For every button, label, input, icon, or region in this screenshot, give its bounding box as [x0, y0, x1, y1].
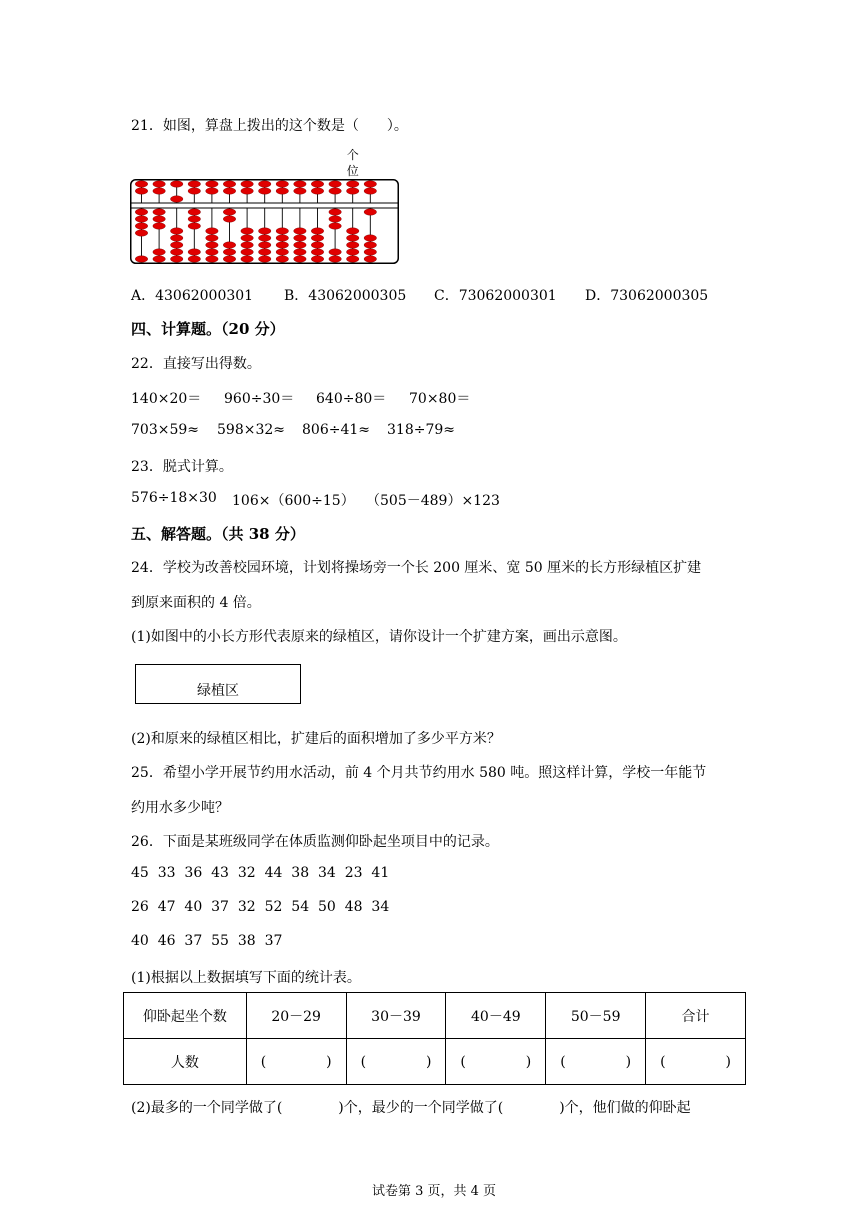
abacus-bead [241, 249, 254, 256]
abacus-bead [294, 188, 307, 195]
abacus-bead [153, 209, 166, 216]
abacus-bead [311, 235, 324, 242]
answer-blank-cell[interactable] [346, 1039, 446, 1085]
q21-option-d: D．73062000305 [585, 288, 709, 304]
abacus-bead [311, 249, 324, 256]
abacus-bead [329, 256, 342, 263]
q23-text: 23．脱式计算。 [131, 459, 233, 475]
abacus-bead [364, 209, 377, 216]
abacus-bead [346, 181, 359, 188]
paren-open: ( [460, 1053, 466, 1070]
calc-item: 70×80＝ [409, 391, 471, 407]
abacus-bead [329, 181, 342, 188]
abacus-bead [170, 235, 183, 242]
abacus-bead [364, 256, 377, 263]
paren-open: ( [260, 1053, 267, 1070]
abacus-bead [153, 256, 166, 263]
abacus-bead [206, 249, 219, 256]
abacus-bead [311, 181, 324, 188]
answer-blank-cell[interactable] [246, 1039, 346, 1085]
abacus-bead [276, 249, 289, 256]
abacus-bead [276, 181, 289, 188]
calc-item: 576÷18×30 [131, 490, 217, 506]
q24-line-2: 到原来面积的 4 倍。 [131, 595, 261, 611]
q26-data-row-1: 45 33 36 43 32 44 38 34 23 41 [131, 865, 390, 881]
abacus-bead [364, 181, 377, 188]
table-header-cell: 合计 [646, 993, 746, 1039]
abacus-bead [346, 228, 359, 235]
abacus-bead [135, 230, 148, 237]
q26-text: 26．下面是某班级同学在体质监测仰卧起坐项目中的记录。 [131, 834, 499, 850]
calc-item: 640÷80＝ [316, 391, 387, 407]
abacus-bead [170, 256, 183, 263]
abacus-bead [223, 242, 236, 249]
table-row [124, 1039, 746, 1085]
abacus-bead [276, 242, 289, 249]
calc-item: 598×32≈ [217, 422, 285, 438]
abacus-bead [170, 196, 183, 203]
abacus-bead [329, 216, 342, 223]
abacus-bead [170, 228, 183, 235]
abacus-bead [188, 209, 201, 216]
abacus-bead [276, 228, 289, 235]
abacus-bead [258, 235, 271, 242]
paren-open: ( [360, 1053, 367, 1070]
abacus-bead [258, 181, 271, 188]
abacus-bead [311, 228, 324, 235]
q25-line-1: 25．希望小学开展节约用水活动，前 4 个月共节约用水 580 吨。照这样计算，学校一年能节 [131, 765, 707, 781]
abacus-bead [206, 181, 219, 188]
paren-open: ( [660, 1053, 666, 1070]
paren-open: ( [560, 1053, 566, 1070]
abacus-bead [276, 235, 289, 242]
q26-data-row-2: 26 47 40 37 32 52 54 50 48 34 [131, 899, 390, 915]
abacus-bead [188, 181, 201, 188]
abacus-bead [346, 242, 359, 249]
abacus-bead [223, 181, 236, 188]
abacus-bead [135, 256, 148, 263]
abacus-bead [188, 216, 201, 223]
q21-option-c: C．73062000301 [434, 288, 557, 304]
abacus-bead [329, 209, 342, 216]
table-header-cell: 40－49 [446, 993, 546, 1039]
calc-item: （505－489）×123 [366, 493, 500, 509]
abacus-bead [206, 256, 219, 263]
abacus-bead [276, 256, 289, 263]
statistics-table [123, 992, 746, 1085]
abacus-bead [188, 256, 201, 263]
abacus-bead [153, 216, 166, 223]
abacus-bead [294, 249, 307, 256]
calc-item: 806÷41≈ [302, 422, 370, 438]
section-5-title: 五、解答题。（共 38 分） [131, 525, 305, 543]
abacus-bead [153, 249, 166, 256]
abacus-bead [223, 209, 236, 216]
abacus-bead [206, 188, 219, 195]
abacus-bead [135, 181, 148, 188]
abacus-bead [294, 256, 307, 263]
abacus-bead [188, 249, 201, 256]
abacus-bead [276, 188, 289, 195]
calc-item: 140×20＝ [131, 391, 202, 407]
abacus-bead [188, 188, 201, 195]
paren-close: ) [725, 1053, 731, 1070]
calc-item: 318÷79≈ [387, 422, 455, 438]
q26-part-1: (1)根据以上数据填写下面的统计表。 [131, 970, 361, 986]
abacus-bead [311, 242, 324, 249]
abacus-bead [258, 228, 271, 235]
page-footer: 试卷第 3 页，共 4 页 [371, 1184, 497, 1199]
abacus-bead [258, 188, 271, 195]
abacus-bead [346, 188, 359, 195]
answer-blank-cell[interactable] [646, 1039, 746, 1085]
place-marker-char: 位 [346, 164, 359, 178]
abacus-bead [329, 249, 342, 256]
calc-item: 106×（600÷15） [232, 493, 355, 509]
abacus-bead [206, 235, 219, 242]
abacus-bead [294, 181, 307, 188]
abacus-bead [311, 188, 324, 195]
abacus-bead [206, 242, 219, 249]
abacus-bead [188, 223, 201, 230]
abacus-bead [241, 181, 254, 188]
abacus-bead [241, 242, 254, 249]
q26-data-row-3: 40 46 37 55 38 37 [131, 933, 283, 949]
abacus-bead [153, 181, 166, 188]
paren-close: ) [326, 1053, 332, 1070]
abacus-bead [329, 188, 342, 195]
table-header-cell: 20－29 [246, 993, 346, 1039]
abacus-bead [311, 256, 324, 263]
place-marker-char: 个 [346, 148, 359, 162]
abacus-bead [223, 188, 236, 195]
abacus-bead [346, 256, 359, 263]
abacus-bead [223, 249, 236, 256]
abacus-bead [329, 223, 342, 230]
abacus-beam [131, 203, 398, 208]
table-header-row [124, 993, 746, 1039]
abacus-bead [294, 235, 307, 242]
green-area-label: 绿植区 [197, 683, 239, 699]
abacus-bead [241, 228, 254, 235]
abacus-bead [346, 249, 359, 256]
abacus-bead [241, 188, 254, 195]
abacus-bead [364, 188, 377, 195]
abacus-bead [258, 249, 271, 256]
abacus-bead [135, 209, 148, 216]
q24-line-1: 24．学校为改善校园环境，计划将操场旁一个长 200 厘米、宽 50 厘米的长方形绿植区扩建 [131, 560, 702, 576]
abacus-bead [258, 242, 271, 249]
abacus-bead [223, 256, 236, 263]
abacus-bead [294, 228, 307, 235]
abacus-figure [130, 148, 400, 266]
q22-text: 22．直接写出得数。 [131, 356, 261, 372]
table-row-label: 人数 [124, 1039, 247, 1085]
calc-item: 703×59≈ [131, 422, 199, 438]
abacus-bead [153, 188, 166, 195]
abacus-bead [135, 188, 148, 195]
answer-blank-cell[interactable] [546, 1039, 646, 1085]
abacus-bead [364, 235, 377, 242]
abacus-bead [170, 181, 183, 188]
q26-part-2: (2)最多的一个同学做了( )个，最少的一个同学做了( )个，他们做的仰卧起 [131, 1100, 691, 1116]
q21-option-a: A．43062000301 [131, 288, 254, 304]
abacus-bead [153, 223, 166, 230]
abacus-bead [241, 235, 254, 242]
calc-item: 960÷30＝ [224, 391, 295, 407]
q21-text: 21．如图，算盘上拨出的这个数是（ ）。 [131, 118, 408, 134]
abacus-bead [346, 235, 359, 242]
table-header-cell: 30－39 [346, 993, 446, 1039]
q21-option-b: B．43062000305 [284, 288, 407, 304]
abacus-bead [364, 242, 377, 249]
abacus-bead [294, 242, 307, 249]
abacus-bead [223, 216, 236, 223]
paren-close: ) [525, 1053, 532, 1070]
section-4-title: 四、计算题。（20 分） [131, 320, 285, 338]
abacus-bead [170, 249, 183, 256]
answer-blank-cell[interactable] [446, 1039, 546, 1085]
paren-close: ) [625, 1053, 632, 1070]
table-header-cell: 仰卧起坐个数 [124, 993, 247, 1039]
green-area-rectangle [135, 664, 301, 704]
abacus-bead [135, 223, 148, 230]
abacus-bead [170, 242, 183, 249]
abacus-bead [241, 256, 254, 263]
paren-close: ) [425, 1053, 432, 1070]
q24-part-2: (2)和原来的绿植区相比，扩建后的面积增加了多少平方米？ [131, 731, 501, 747]
table-header-cell: 50－59 [546, 993, 646, 1039]
abacus-bead [206, 228, 219, 235]
abacus-bead [258, 256, 271, 263]
q25-line-2: 约用水多少吨？ [131, 800, 229, 816]
abacus-bead [364, 249, 377, 256]
q24-part-1: (1)如图中的小长方形代表原来的绿植区，请你设计一个扩建方案，画出示意图。 [131, 629, 627, 645]
abacus-bead [135, 216, 148, 223]
